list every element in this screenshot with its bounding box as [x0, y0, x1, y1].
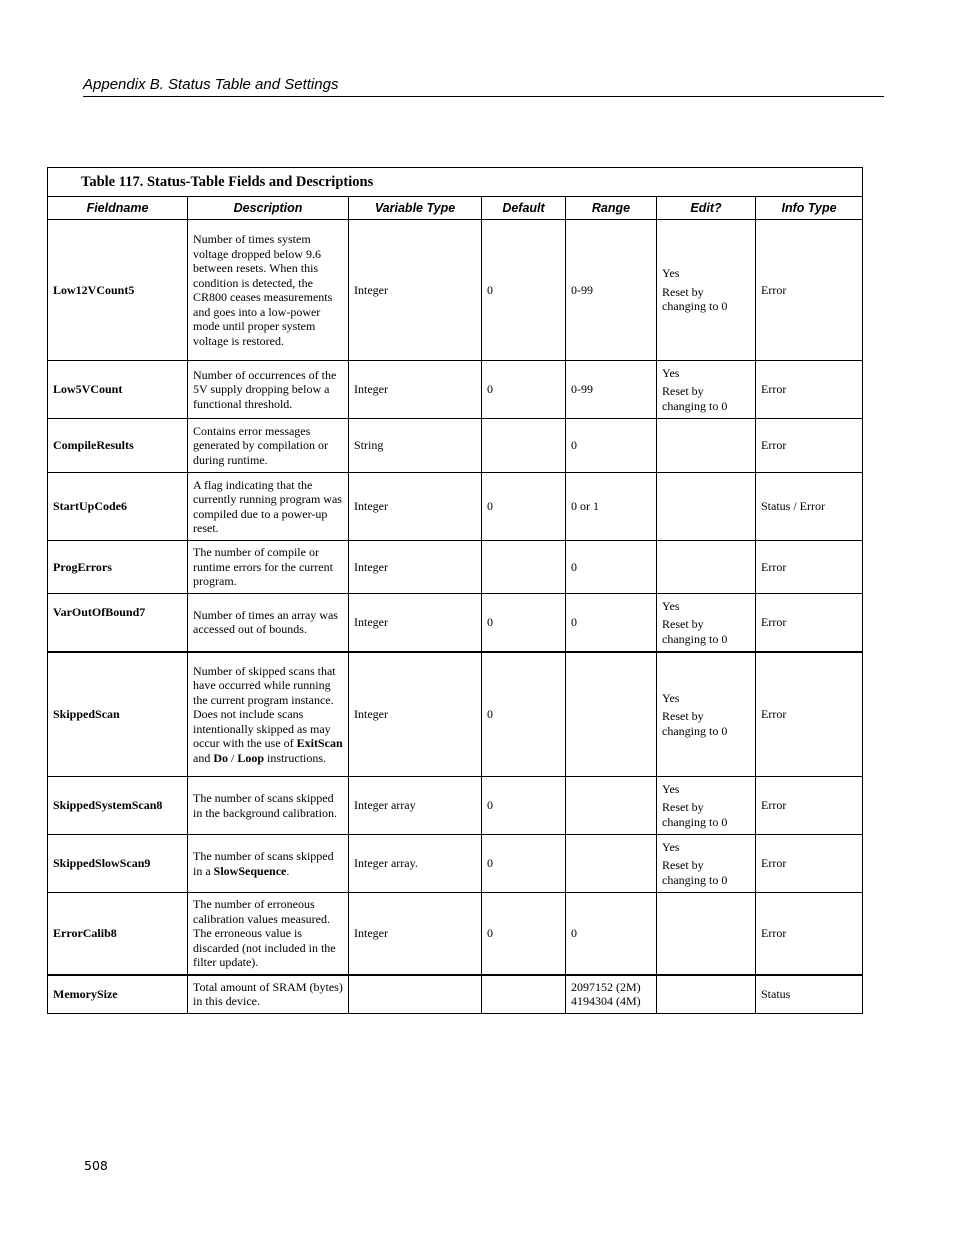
- edit-yes: Yes: [662, 690, 680, 705]
- range-cell: 0 or 1: [566, 473, 657, 541]
- edit-note: Reset by changing to 0: [662, 284, 728, 314]
- default-cell: 0: [482, 473, 566, 541]
- status-table-container: [47, 167, 862, 1014]
- info-type-cell: Error: [756, 541, 863, 594]
- edit-note: Reset by changing to 0: [662, 384, 728, 413]
- edit-cell: [657, 361, 756, 419]
- range-cell: 0: [566, 594, 657, 652]
- description-text: Number of skipped scans that have occurred while running the current program instance. Does not include scans intentionally skipped as may occur with the use of: [193, 663, 336, 750]
- edit-cell: [657, 541, 756, 594]
- description-cell: [188, 835, 349, 893]
- description-cell: Number of occurrences of the 5V supply dropping below a functional threshold.: [188, 361, 349, 419]
- range-line: 2097152 (2M): [571, 979, 641, 994]
- edit-cell: [657, 975, 756, 1014]
- range-cell: 0: [566, 541, 657, 594]
- table-row: [48, 361, 863, 419]
- description-cell: A flag indicating that the currently running program was compiled due to a power-up reset.: [188, 473, 349, 541]
- edit-yes: Yes: [662, 781, 680, 796]
- edit-yes: Yes: [662, 598, 680, 613]
- info-type-cell: Error: [756, 835, 863, 893]
- description-text: The number of scans skipped in a: [193, 849, 334, 878]
- info-type-cell: Error: [756, 893, 863, 975]
- column-header-default: Default: [482, 197, 566, 220]
- description-text: and: [193, 750, 214, 765]
- edit-note: Reset by changing to 0: [662, 858, 728, 887]
- table-row: [48, 541, 863, 594]
- range-cell: 0-99: [566, 361, 657, 419]
- table-row: [48, 893, 863, 975]
- fieldname-cell: Low5VCount: [48, 361, 188, 419]
- table-row: [48, 419, 863, 473]
- description-cell: The number of erroneous calibration values measured. The erroneous value is discarded (not included in the filter update).: [188, 893, 349, 975]
- running-header: Appendix B. Status Table and Settings: [83, 76, 339, 93]
- edit-yes: Yes: [662, 839, 680, 854]
- fieldname-cell: ProgErrors: [48, 541, 188, 594]
- edit-cell: [657, 835, 756, 893]
- column-header-range: Range: [566, 197, 657, 220]
- table-row: [48, 473, 863, 541]
- edit-cell: [657, 419, 756, 473]
- variable-type-cell: String: [349, 419, 482, 473]
- default-cell: 0: [482, 893, 566, 975]
- table-row: [48, 652, 863, 777]
- column-header-info-type: Info Type: [756, 197, 863, 220]
- default-cell: 0: [482, 220, 566, 361]
- info-type-cell: Status: [756, 975, 863, 1014]
- column-header-fieldname: Fieldname: [48, 197, 188, 220]
- variable-type-cell: Integer: [349, 473, 482, 541]
- edit-yes: Yes: [662, 365, 680, 380]
- table-row: [48, 777, 863, 835]
- default-cell: 0: [482, 652, 566, 777]
- description-text: .: [286, 863, 290, 878]
- edit-cell: [657, 777, 756, 835]
- column-header-description: Description: [188, 197, 349, 220]
- description-cell: The number of compile or runtime errors for the current program.: [188, 541, 349, 594]
- variable-type-cell: Integer: [349, 220, 482, 361]
- default-cell: [482, 975, 566, 1014]
- range-cell: [566, 975, 657, 1014]
- range-cell: [566, 652, 657, 777]
- slowsequence-keyword: SlowSequence: [213, 863, 287, 878]
- info-type-cell: Status / Error: [756, 473, 863, 541]
- edit-note: Reset by changing to 0: [662, 617, 728, 646]
- variable-type-cell: Integer: [349, 541, 482, 594]
- variable-type-cell: Integer: [349, 594, 482, 652]
- loop-keyword: Loop: [237, 750, 265, 765]
- table-caption: Table 117. Status-Table Fields and Descriptions: [48, 168, 863, 197]
- description-cell: Contains error messages generated by compilation or during runtime.: [188, 419, 349, 473]
- edit-cell: [657, 473, 756, 541]
- fieldname-cell: MemorySize: [48, 975, 188, 1014]
- exitscan-keyword: ExitScan: [296, 736, 343, 750]
- edit-note: Reset by changing to 0: [662, 709, 728, 738]
- fieldname-cell: SkippedSlowScan9: [48, 835, 188, 893]
- table-row: [48, 835, 863, 893]
- fieldname-cell: StartUpCode6: [48, 473, 188, 541]
- info-type-cell: Error: [756, 652, 863, 777]
- fieldname-cell: Low12VCount5: [48, 220, 188, 361]
- range-cell: [566, 777, 657, 835]
- page-number: 508: [84, 1158, 108, 1173]
- variable-type-cell: Integer: [349, 361, 482, 419]
- range-cell: 0: [566, 419, 657, 473]
- default-cell: 0: [482, 777, 566, 835]
- table-row: [48, 975, 863, 1014]
- description-cell: Number of times an array was accessed out of bounds.: [188, 594, 349, 652]
- table-row: [48, 594, 863, 652]
- info-type-cell: Error: [756, 777, 863, 835]
- variable-type-cell: Integer: [349, 652, 482, 777]
- fieldname-cell: ErrorCalib8: [48, 893, 188, 975]
- column-header-variable-type: Variable Type: [349, 197, 482, 220]
- variable-type-cell: [349, 975, 482, 1014]
- default-cell: 0: [482, 835, 566, 893]
- edit-note: Reset by changing to 0: [662, 800, 728, 829]
- info-type-cell: Error: [756, 419, 863, 473]
- description-cell: Number of times system voltage dropped below 9.6 between resets. When this condition is detected, the CR800 ceases measurements and goes into a low-power mode until proper system voltage is restored.: [188, 220, 349, 361]
- status-table: [47, 167, 863, 1014]
- fieldname-cell: CompileResults: [48, 419, 188, 473]
- table-header-row: [48, 197, 863, 220]
- column-header-edit: Edit?: [657, 197, 756, 220]
- description-text: /: [228, 750, 238, 765]
- description-cell: The number of scans skipped in the background calibration.: [188, 777, 349, 835]
- info-type-cell: Error: [756, 220, 863, 361]
- description-text: instructions.: [264, 750, 327, 765]
- variable-type-cell: Integer array: [349, 777, 482, 835]
- edit-cell: [657, 594, 756, 652]
- variable-type-cell: Integer array.: [349, 835, 482, 893]
- range-cell: 0-99: [566, 220, 657, 361]
- do-keyword: Do: [213, 750, 228, 765]
- edit-cell: [657, 220, 756, 361]
- edit-cell: [657, 652, 756, 777]
- fieldname-cell: VarOutOfBound7: [48, 594, 188, 652]
- variable-type-cell: Integer: [349, 893, 482, 975]
- fieldname-cell: SkippedScan: [48, 652, 188, 777]
- default-cell: 0: [482, 594, 566, 652]
- range-line: 4194304 (4M): [571, 994, 641, 1008]
- default-cell: 0: [482, 361, 566, 419]
- table-row: [48, 220, 863, 361]
- edit-cell: [657, 893, 756, 975]
- header-rule: [83, 96, 884, 97]
- range-cell: [566, 835, 657, 893]
- range-cell: 0: [566, 893, 657, 975]
- default-cell: [482, 541, 566, 594]
- default-cell: [482, 419, 566, 473]
- info-type-cell: Error: [756, 361, 863, 419]
- info-type-cell: Error: [756, 594, 863, 652]
- edit-yes: Yes: [662, 266, 680, 281]
- description-cell: Total amount of SRAM (bytes) in this device.: [188, 975, 349, 1014]
- description-cell: [188, 652, 349, 777]
- fieldname-cell: SkippedSystemScan8: [48, 777, 188, 835]
